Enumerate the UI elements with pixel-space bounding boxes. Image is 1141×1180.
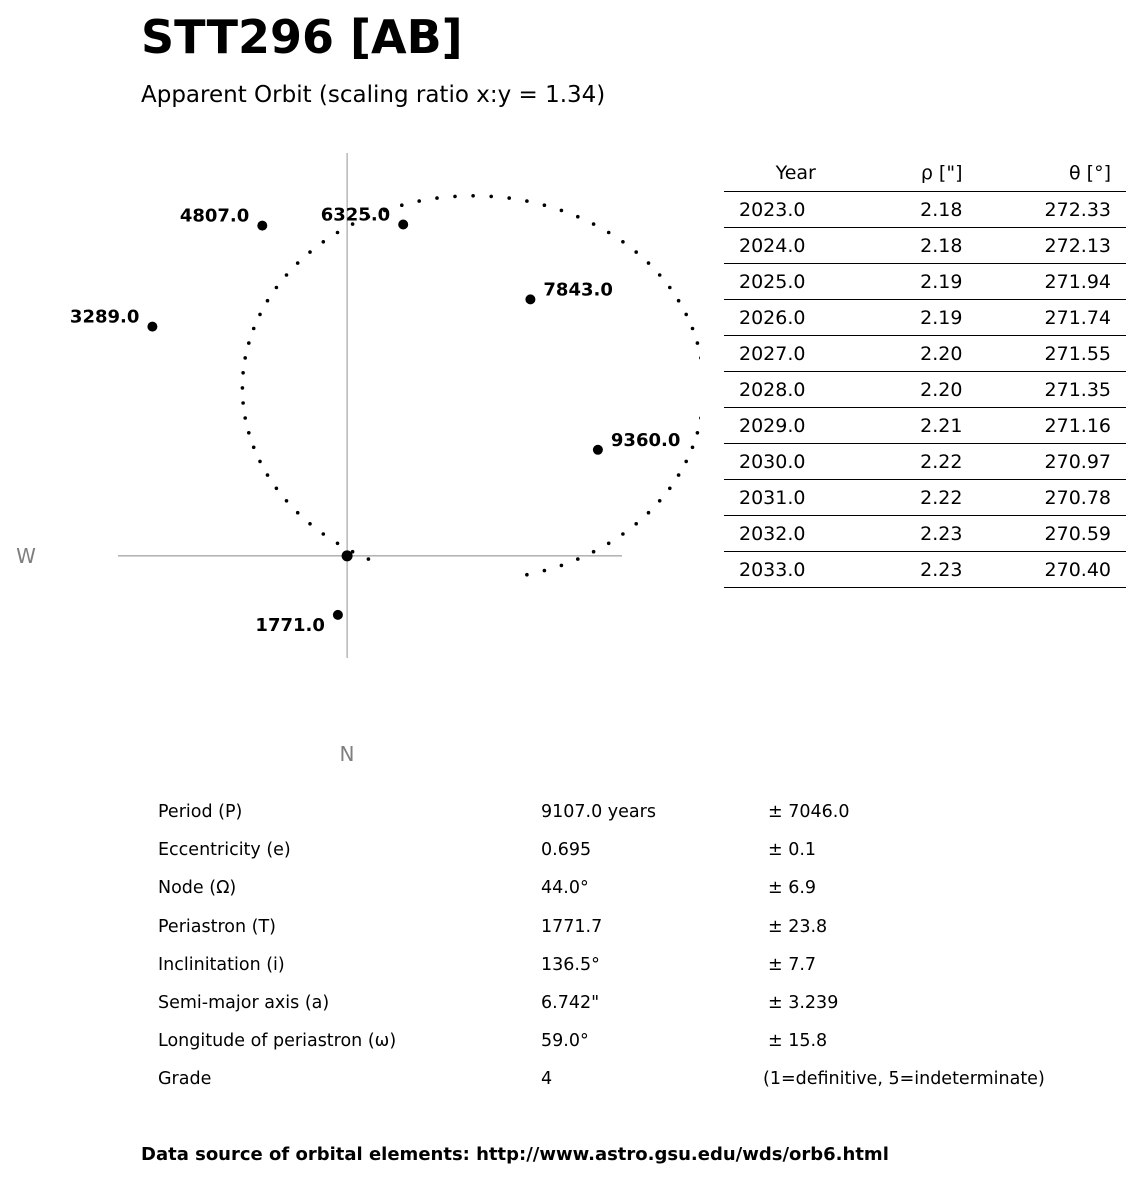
element-name: Grade [158, 1069, 212, 1090]
epoch-label: 3289.0 [69, 306, 140, 328]
ephemeris-rho: 2.20 [868, 372, 983, 408]
element-value: 4 [541, 1069, 553, 1090]
ephemeris-rho: 2.23 [868, 552, 983, 588]
epoch-label: 7843.0 [543, 279, 613, 301]
ephemeris-year: 2029.0 [724, 408, 868, 444]
ephemeris-year: 2026.0 [724, 300, 868, 336]
orbit-dot [592, 550, 596, 554]
element-name: Node (Ω) [158, 878, 237, 899]
orbit-dot [699, 416, 700, 420]
orbit-path [241, 194, 700, 577]
orbit-dot [489, 195, 493, 199]
orbit-dot [668, 487, 672, 491]
orbit-dot [658, 499, 662, 503]
ephemeris-theta: 271.94 [982, 264, 1126, 300]
orbit-dot [308, 250, 312, 254]
orbit-dot [647, 261, 651, 265]
data-source-note: Data source of orbital elements: http://www.astro.gsu.edu/wds/orb6.html [141, 1144, 889, 1165]
orbit-dot [247, 431, 251, 435]
element-value: 59.0° [541, 1031, 589, 1052]
orbit-dot [621, 532, 625, 536]
ephemeris-rho: 2.22 [868, 444, 983, 480]
orbit-dot [241, 371, 245, 375]
orbit-dot [691, 327, 695, 331]
ephemeris-theta: 271.35 [982, 372, 1126, 408]
orbit-dot [658, 273, 662, 277]
orbit-dot [696, 341, 700, 345]
element-error: ± 6.9 [768, 878, 817, 899]
ephemeris-row [724, 192, 1126, 228]
orbit-dot [677, 299, 681, 303]
element-value: 0.695 [541, 840, 592, 861]
ephemeris-year: 2023.0 [724, 192, 868, 228]
element-name: Eccentricity (e) [158, 840, 291, 861]
orbit-dot [322, 240, 326, 244]
epoch-label: 4807.0 [179, 205, 250, 227]
ephemeris-rho: 2.21 [868, 408, 983, 444]
orbit-dot [560, 564, 564, 568]
orbit-dot [258, 460, 262, 464]
ephemeris-header-year: Year [724, 155, 868, 192]
ephemeris-rho: 2.23 [868, 516, 983, 552]
ephemeris-row [724, 336, 1126, 372]
element-error: ± 0.1 [768, 840, 817, 861]
element-error: ± 23.8 [768, 916, 828, 937]
ephemeris-year: 2028.0 [724, 372, 868, 408]
orbit-dot [258, 313, 262, 317]
ephemeris-row [724, 408, 1126, 444]
ephemeris-row [724, 552, 1126, 588]
ephemeris-row [724, 516, 1126, 552]
orbit-dot [435, 196, 439, 200]
ephemeris-theta: 272.13 [982, 228, 1126, 264]
ephemeris-year: 2030.0 [724, 444, 868, 480]
orbit-dot [336, 542, 340, 546]
ephemeris-rho: 2.18 [868, 192, 983, 228]
orbit-dot [607, 231, 611, 235]
ephemeris-rho: 2.19 [868, 264, 983, 300]
orbit-dot [634, 250, 638, 254]
primary-star [342, 550, 353, 561]
epoch-point [593, 445, 603, 455]
orbit-dot [525, 199, 529, 203]
orbit-dot [275, 487, 279, 491]
orbit-dot [691, 446, 695, 450]
orbit-dot [576, 557, 580, 561]
orbit-dot [507, 196, 511, 200]
orbit-dot [684, 313, 688, 317]
ephemeris-row [724, 300, 1126, 336]
orbit-dot [241, 401, 245, 405]
orbit-dot [275, 286, 279, 290]
orbit-dot [621, 240, 625, 244]
ephemeris-row [724, 264, 1126, 300]
epoch-point [398, 220, 408, 230]
ephemeris-year: 2027.0 [724, 336, 868, 372]
ephemeris-year: 2031.0 [724, 480, 868, 516]
element-error: ± 7.7 [768, 954, 817, 975]
orbit-dot [592, 222, 596, 226]
ephemeris-theta: 270.40 [982, 552, 1126, 588]
orbit-dot [525, 573, 529, 577]
orbit-dot [668, 286, 672, 290]
ephemeris-theta: 272.33 [982, 192, 1126, 228]
ephemeris-table [724, 155, 1126, 588]
orbit-dot [453, 195, 457, 199]
compass-north-label: N [339, 742, 355, 766]
orbit-dot [417, 199, 421, 203]
orbit-dot [243, 356, 247, 360]
orbit-dot [322, 532, 326, 536]
orbit-plot [0, 0, 700, 780]
orbit-dot [308, 522, 312, 526]
element-error: ± 3.239 [768, 992, 839, 1013]
ephemeris-theta: 270.59 [982, 516, 1126, 552]
ephemeris-theta: 271.55 [982, 336, 1126, 372]
ephemeris-year: 2033.0 [724, 552, 868, 588]
ephemeris-row [724, 228, 1126, 264]
orbit-dot [336, 231, 340, 235]
element-value: 136.5° [541, 954, 600, 975]
ephemeris-rho: 2.18 [868, 228, 983, 264]
ephemeris-theta: 270.78 [982, 480, 1126, 516]
chart-subtitle: Apparent Orbit (scaling ratio x:y = 1.34) [141, 82, 606, 108]
labeled-points [70, 205, 680, 636]
orbit-dot [696, 431, 700, 435]
orbit-dot [607, 542, 611, 546]
orbit-dot [252, 446, 256, 450]
ephemeris-theta: 271.74 [982, 300, 1126, 336]
epoch-label: 9360.0 [610, 429, 681, 451]
orbit-dot [367, 557, 371, 561]
element-name: Semi-major axis (a) [158, 992, 330, 1013]
orbit-dot [634, 522, 638, 526]
element-error: ± 15.8 [768, 1031, 828, 1052]
orbit-dot [252, 327, 256, 331]
orbit-dot [247, 341, 251, 345]
orbit-dot [543, 569, 547, 573]
element-error: (1=definitive, 5=indeterminate) [763, 1069, 1045, 1090]
orbit-dot [266, 473, 270, 477]
ephemeris-header-rho: ρ ["] [868, 155, 983, 192]
compass-west-label: W [16, 544, 36, 568]
orbit-dot [699, 356, 700, 360]
orbit-dot [543, 203, 547, 207]
element-name: Longitude of periastron (ω) [158, 1031, 397, 1052]
ephemeris-theta: 270.97 [982, 444, 1126, 480]
epoch-label: 1771.0 [255, 614, 325, 636]
ephemeris-year: 2024.0 [724, 228, 868, 264]
ephemeris-theta: 271.16 [982, 408, 1126, 444]
epoch-point [525, 294, 535, 304]
epoch-point [333, 610, 343, 620]
orbit-dot [471, 194, 475, 198]
orbit-dot [296, 261, 300, 265]
element-value: 1771.7 [541, 916, 603, 937]
orbit-dot [677, 473, 681, 477]
epoch-point [147, 322, 157, 332]
element-name: Period (P) [158, 802, 243, 822]
orbit-dot [241, 386, 245, 390]
ephemeris-rho: 2.22 [868, 480, 983, 516]
element-error: ± 7046.0 [768, 802, 850, 822]
orbit-dot [266, 299, 270, 303]
ephemeris-header-theta: θ [°] [982, 155, 1126, 192]
ephemeris-rho: 2.20 [868, 336, 983, 372]
ephemeris-row [724, 480, 1126, 516]
orbit-dot [285, 499, 289, 503]
element-value: 44.0° [541, 878, 589, 899]
orbit-dot [400, 203, 404, 207]
ephemeris-rho: 2.19 [868, 300, 983, 336]
orbit-dot [560, 209, 564, 213]
ephemeris-year: 2032.0 [724, 516, 868, 552]
chart-title: STT296 [AB] [141, 10, 463, 64]
element-value: 9107.0 years [541, 802, 656, 822]
epoch-point [257, 221, 267, 231]
element-name: Inclinitation (i) [158, 954, 285, 975]
orbit-dot [647, 511, 651, 515]
epoch-label: 6325.0 [320, 204, 391, 226]
ephemeris-row [724, 372, 1126, 408]
orbit-dot [296, 511, 300, 515]
element-name: Periastron (T) [158, 916, 276, 937]
ephemeris-row [724, 444, 1126, 480]
orbit-dot [684, 460, 688, 464]
orbit-dot [243, 416, 247, 420]
ephemeris-year: 2025.0 [724, 264, 868, 300]
ephemeris-header-row [724, 155, 1126, 192]
orbit-dot [576, 215, 580, 219]
orbit-dot [285, 273, 289, 277]
element-value: 6.742" [541, 992, 600, 1013]
